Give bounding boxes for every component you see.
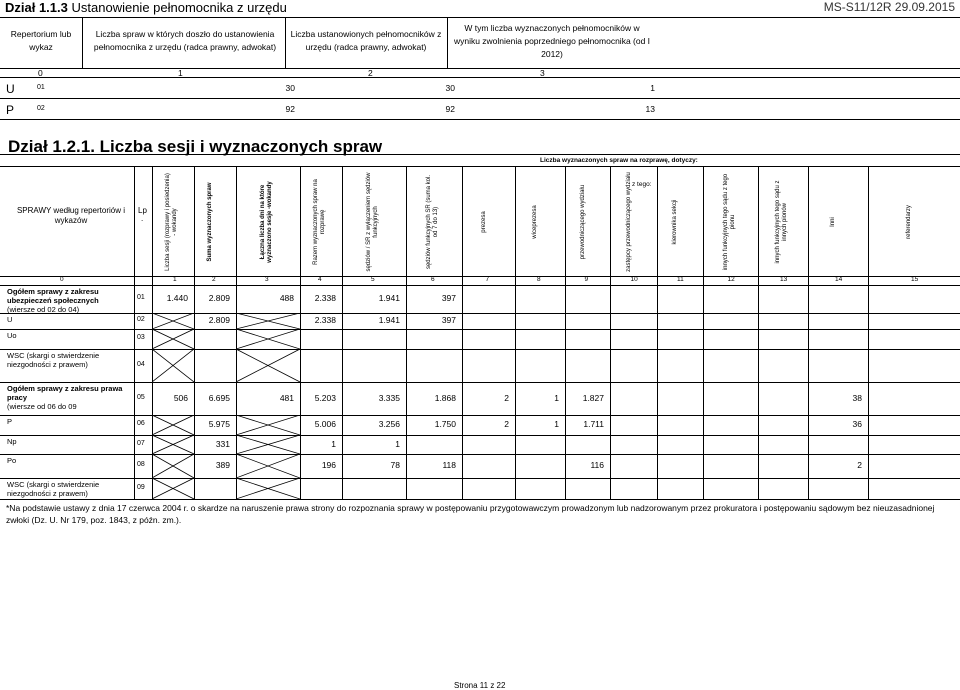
rotated-col-header: Inni	[830, 217, 836, 227]
rotated-col-header: innych funkcyjnych tego sądu z innych pionów	[775, 180, 788, 264]
col-number: 6	[431, 276, 435, 283]
section2-title: Dział 1.2.1. Liczba sesji i wyznaczonych spraw	[8, 137, 383, 156]
rotated-col-header: wiceprezesa	[532, 205, 538, 239]
table-row-lp: 01	[137, 294, 145, 301]
table-row-label: Po	[7, 456, 17, 465]
table-cell: 2	[857, 460, 862, 470]
crossed-cell	[152, 329, 194, 349]
section1-title	[5, 0, 287, 15]
rule	[0, 435, 960, 436]
crossed-cell	[236, 435, 300, 454]
crossed-cell	[152, 313, 194, 329]
rule	[0, 499, 960, 500]
rule	[0, 285, 960, 286]
col-number: 10	[630, 276, 638, 283]
rule	[0, 313, 960, 314]
col-spraw-header: SPRAWY według repertoriów i wykazów	[16, 206, 126, 225]
crossed-cell	[236, 478, 300, 499]
table-cell: 5.975	[208, 419, 230, 429]
rule	[0, 478, 960, 479]
rule	[0, 349, 960, 350]
col-number: 3	[265, 276, 269, 283]
table-cell: 481	[279, 392, 294, 403]
col-number: 1	[173, 276, 177, 283]
rotated-col-header: przewodniczącego wydziału	[579, 184, 586, 260]
table-row-label: Np	[7, 437, 17, 446]
table-row-label: U	[7, 315, 13, 324]
section1-name: Ustanowienie pełnomocnika z urzędu	[71, 0, 287, 15]
table-row-lp: 04	[137, 360, 145, 368]
table-cell: 2.338	[314, 315, 336, 325]
col-number: 2	[212, 276, 216, 283]
table-cell: 1.868	[434, 392, 456, 403]
table-row-lp: 03	[137, 334, 145, 341]
crossed-cell	[236, 454, 300, 478]
col-number: 12	[727, 276, 735, 283]
s1-cell: 30	[285, 83, 295, 93]
rotated-col-header: sędziów funkcyjnych SR (suma kol. od 7 do 13)	[426, 174, 439, 270]
rotated-col-header: sędziów / SR z wyłączeniem sędziów funkcyjnych	[366, 172, 379, 272]
rotated-col-header: Suma wyznaczonych spraw	[207, 182, 213, 262]
col-number: 4	[318, 276, 322, 283]
table-cell: 1	[554, 392, 559, 403]
crossed-cell	[236, 329, 300, 349]
table-row-sublabel: (wiersze od 06 do 09	[7, 402, 77, 411]
table-cell: 488	[279, 293, 294, 303]
footnote: *Na podstawie ustawy z dnia 17 czerwca 2004 r. o skardze na naruszenie prawa strony do rozpoznania sprawy w postępowaniu przygotowawczym prowadzonym lub nadzorowanym przez prokuratora i postępowaniu sądowym bez nieuzasadnionej zwłoki (Dz. U. Nr 179, poz. 1843, z późn. zm.).	[6, 503, 935, 525]
crossed-cell	[152, 435, 194, 454]
table-cell: 6.695	[208, 392, 230, 403]
s1-colnum-1: 1	[178, 68, 183, 78]
crossed-cell	[152, 349, 194, 382]
s1-row-lp: 01	[37, 84, 45, 91]
crossed-cell	[236, 415, 300, 435]
rotated-col-header: Łączna liczba dni na które wyznaczono sesje -wokandy	[260, 181, 273, 263]
table-cell: 5.203	[314, 392, 336, 403]
table-row-lp: 08	[137, 461, 145, 468]
col-lp-header: Lp	[138, 206, 147, 215]
rule	[0, 276, 960, 277]
col-number: 8	[537, 276, 541, 283]
table-row-label: Uo	[7, 331, 17, 340]
rule	[808, 166, 809, 499]
col-lp-dot: .	[141, 214, 144, 223]
s1-colnum-3: 3	[540, 68, 545, 78]
group-header: Liczba wyznaczonych spraw na rozprawę, dotyczy:	[540, 157, 698, 164]
s1-cell: 1	[650, 83, 655, 93]
rotated-col-header: referendarzy	[906, 205, 912, 239]
crossed-cell	[236, 349, 300, 382]
rule	[194, 166, 195, 499]
rotated-col-header: innych funkcyjnych tego sądu z tego pionu	[722, 173, 736, 271]
rule	[657, 166, 658, 499]
table-cell: 118	[442, 460, 456, 470]
col-number: 0	[60, 276, 64, 283]
s1-row-label: U	[6, 82, 15, 96]
crossed-cell	[152, 415, 194, 435]
z-tego-label: z tego:	[632, 181, 652, 188]
rule	[758, 166, 759, 499]
rotated-col-header: Razem wyznaczonych spraw na rozprawę	[313, 179, 326, 265]
s1-header-w-tym: W tym liczba wyznaczonych pełnomocników w wyniku zwolnienia poprzedniego pełnomocnika (od I 2012)	[453, 23, 651, 59]
table-row-lp: 07	[137, 439, 145, 447]
rotated-col-header: kierownika sekcji	[672, 199, 678, 245]
table-cell: 38	[852, 392, 862, 403]
table-row-label: WSC (skargi o stwierdzenie niezgodności z prawem)	[7, 351, 100, 369]
table-cell: 78	[390, 460, 400, 470]
form-code: MS-S11/12R 29.09.2015	[823, 0, 955, 14]
table-row-lp: 06	[137, 420, 145, 427]
table-cell: 1	[554, 419, 559, 429]
table-cell: 397	[441, 315, 456, 325]
rule	[0, 454, 960, 455]
col-number: 7	[485, 276, 490, 283]
table-cell: 397	[441, 293, 456, 303]
table-cell: 506	[173, 392, 188, 403]
table-row-lp: 09	[137, 483, 145, 491]
table-row-label: WSC (skargi o stwierdzenie niezgodności z prawem)	[7, 480, 100, 498]
table-row-sublabel: (wiersze od 02 do 04)	[7, 305, 80, 314]
s1-header-repertorium: Repertorium lub wykaz	[10, 29, 72, 52]
s1-row-label: P	[6, 103, 15, 117]
section1-number: Dział 1.1.3	[5, 0, 68, 15]
rotated-col-header: zastępcy przewodniczącego wydziału	[625, 172, 632, 272]
s1-cell: 92	[445, 104, 455, 114]
rule	[0, 415, 960, 416]
table-cell: 3.335	[378, 392, 400, 403]
col-number: 13	[780, 276, 788, 283]
s1-cell: 13	[645, 104, 655, 114]
s1-row-lp: 02	[37, 105, 45, 112]
col-number: 14	[835, 276, 843, 283]
table-row-lp: 02	[137, 316, 145, 323]
rule	[0, 166, 960, 167]
table-cell: 2.809	[208, 293, 230, 303]
table-row-label: P	[7, 417, 13, 426]
s1-header-liczba-pelnomocnikow: Liczba ustanowionych pełnomocników z urzędu (radca prawny, adwokat)	[290, 29, 442, 52]
rule	[515, 166, 516, 499]
table-cell: 1.941	[378, 315, 400, 325]
col-number: 9	[584, 276, 589, 283]
table-cell: 1	[331, 438, 336, 449]
s1-colnum-0: 0	[38, 68, 43, 78]
col-number: 15	[911, 276, 919, 283]
rule	[0, 329, 960, 330]
table-cell: 196	[321, 460, 336, 470]
s1-cell: 92	[285, 104, 295, 114]
table-cell: 1.827	[582, 392, 604, 403]
rule	[610, 166, 611, 499]
rule	[565, 166, 566, 499]
rule	[0, 154, 960, 155]
rotated-col-header: prezesa	[480, 211, 487, 233]
rule	[703, 166, 704, 499]
rule	[342, 166, 343, 499]
table-cell: 3.256	[378, 419, 400, 429]
page-number: Strona 11 z 22	[454, 681, 506, 690]
table-row-lp: 05	[137, 393, 145, 401]
table-cell: 1.711	[583, 419, 604, 429]
rule	[0, 382, 960, 383]
rule	[406, 166, 407, 499]
table-cell: 2	[504, 419, 509, 429]
table-cell: 2	[504, 392, 509, 403]
s1-cell: 30	[445, 83, 455, 93]
table-cell: 331	[215, 438, 230, 449]
crossed-cell	[152, 478, 194, 499]
table-row-label: Ogółem sprawy z zakresu ubezpieczeń społecznych	[7, 287, 99, 305]
crossed-cell	[152, 454, 194, 478]
table-cell: 36	[852, 419, 862, 429]
table-cell: 2.338	[314, 293, 336, 303]
table-row-label: Ogółem sprawy z zakresu prawa pracy	[7, 384, 123, 402]
table-cell: 5.006	[314, 419, 336, 429]
col-number: 11	[677, 276, 684, 283]
table-cell: 389	[215, 460, 230, 470]
crossed-cell	[236, 313, 300, 329]
col-number: 5	[371, 276, 375, 283]
table-cell: 1	[395, 438, 400, 449]
table-cell: 2.809	[208, 315, 230, 325]
rotated-col-header: Liczba sesji (rozprawy i posiedzenia) - wokandy	[165, 173, 178, 271]
s1-header-liczba-spraw: Liczba spraw w których doszło do ustanowienia pełnomocnika z urzędu (radca prawny, adwokat)	[93, 29, 277, 52]
table-cell: 1.941	[378, 293, 400, 303]
s1-colnum-2: 2	[368, 68, 373, 78]
table-cell: 1.440	[166, 293, 188, 303]
rule	[300, 166, 301, 499]
rule	[462, 166, 463, 499]
table-cell: 116	[590, 460, 604, 470]
table-cell: 1.750	[434, 419, 456, 429]
rule	[868, 166, 869, 499]
